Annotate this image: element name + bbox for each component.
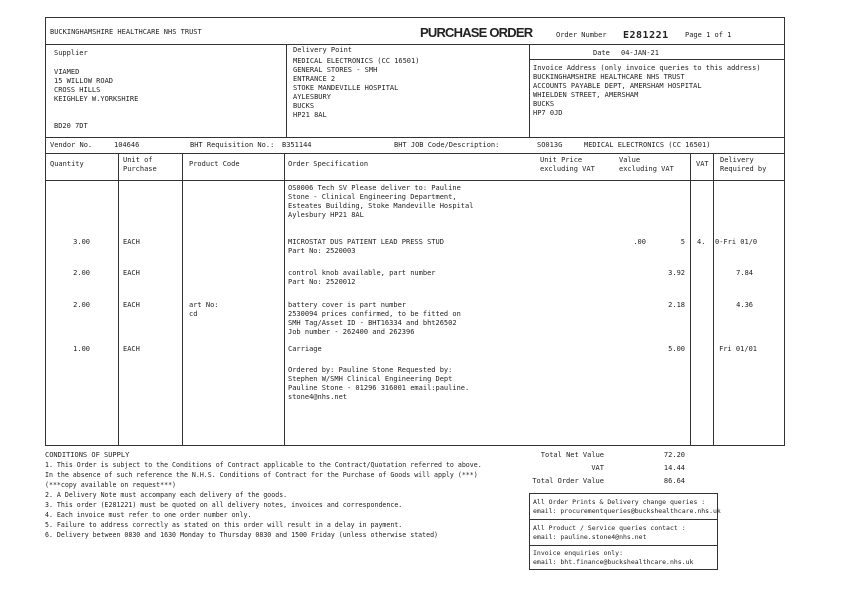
order-queries-contact: All Order Prints & Delivery change queries : email: procurementqueries@buckshealthcare.nhs.uk [533, 498, 721, 515]
delivery-instructions: OS0006 Tech SV Please deliver to: Pauline Stone - Clinical Engineering Department, Esteates Building, Stoke Mandeville Hospital Aylesbury HP21 8AL [288, 184, 474, 219]
total-net-label: Total Net Value [540, 451, 604, 459]
date-rule [529, 59, 785, 60]
invoice-label: Invoice Address (only invoice queries to this address) [533, 64, 761, 72]
vendor-number: 104646 [114, 141, 140, 149]
item-qty: 3.00 [73, 238, 90, 246]
item-unit-price: .00 [633, 238, 646, 246]
job-code-label: BHT JOB Code/Description: [394, 141, 500, 149]
item-value: 5 [680, 238, 685, 246]
item-line-total: 7.84 [736, 269, 753, 277]
column-header-rule [45, 180, 785, 181]
address-bottom-rule [45, 137, 785, 138]
product-queries-contact: All Product / Service queries contact : email: pauline.stone4@nhs.net [533, 524, 686, 541]
supplier-label: Supplier [54, 49, 88, 57]
total-order-value: 86.64 [663, 477, 685, 485]
item-value: 2.18 [668, 301, 685, 309]
invoice-address: BUCKINGHAMSHIRE HEALTHCARE NHS TRUST ACCOUNTS PAYABLE DEPT, AMERSHAM HOSPITAL WHIELDEN STREET, AMERSHAM BUCKS HP7 0JD [533, 73, 702, 117]
org-name: BUCKINGHAMSHIRE HEALTHCARE NHS TRUST [50, 28, 202, 36]
item-value: 5.00 [668, 345, 685, 353]
col-div-2 [182, 153, 183, 446]
col-div-1 [118, 153, 119, 446]
item-qty: 2.00 [73, 301, 90, 309]
delivery-label: Delivery Point [293, 46, 353, 54]
col-quantity: Quantity [50, 160, 84, 168]
item-value: 3.92 [668, 269, 685, 277]
vendor-label: Vendor No. [50, 141, 93, 149]
header-rule [45, 44, 785, 45]
total-vat-label: VAT [591, 464, 604, 472]
item-spec: control knob available, part number Part No: 2520012 [288, 269, 436, 286]
contacts-rule-1 [529, 519, 718, 520]
total-order-label: Total Order Value [532, 477, 604, 485]
item-unit: EACH [123, 269, 140, 277]
item-spec: battery cover is part number 2530094 prices confirmed, to be fitted on SMH Tag/Asset ID - BHT16334 and bht26502 Job number - 262400 and 262396 [288, 301, 461, 336]
supplier-divider [286, 44, 287, 137]
job-code: SO013G [537, 141, 563, 149]
page-title: PURCHASE ORDER [420, 25, 533, 40]
order-number-label: Order Number [556, 31, 607, 39]
col-unit: Unit of Purchase [123, 156, 157, 173]
delivery-address: MEDICAL ELECTRONICS (CC 16501) GENERAL STORES - SMH ENTRANCE 2 STOKE MANDEVILLE HOSPITAL AYLESBURY BUCKS HP21 8AL [293, 57, 420, 119]
item-delivery-date: 0-Fri 01/0 [715, 238, 758, 246]
item-unit: EACH [123, 345, 140, 353]
order-number: E281221 [623, 30, 669, 41]
conditions-title: CONDITIONS OF SUPPLY [45, 451, 130, 459]
col-unit-price: Unit Price excluding VAT [540, 156, 595, 173]
item-unit: EACH [123, 301, 140, 309]
col-div-5 [713, 153, 714, 446]
invoice-queries-contact: Invoice enquiries only: email: bht.finance@buckshealthcare.nhs.uk [533, 549, 694, 566]
date-label: Date [593, 49, 610, 57]
invoice-divider [529, 44, 530, 137]
supplier-address: VIAMED 15 WILLOW ROAD CROSS HILLS KEIGHLEY W.YORKSHIRE BD20 7DT [54, 68, 139, 130]
col-product-code: Product Code [189, 160, 240, 168]
col-specification: Order Specification [288, 160, 369, 168]
requisition-label: BHT Requisition No.: [190, 141, 275, 149]
contacts-rule-2 [529, 545, 718, 546]
item-vat: 4. [697, 238, 706, 246]
job-description: MEDICAL ELECTRONICS (CC 16501) [584, 141, 711, 149]
item-unit: EACH [123, 238, 140, 246]
total-vat-value: 14.44 [663, 464, 685, 472]
item-spec: MICROSTAT DUS PATIENT LEAD PRESS STUD Part No: 2520003 [288, 238, 444, 255]
ordered-by: Ordered by: Pauline Stone Requested by: Stephen W/SMH Clinical Engineering Dept Pauline Stone - 01296 316001 email:pauline. stone4@nhs.net [288, 366, 470, 401]
col-div-4 [690, 153, 691, 446]
item-product-code: art No: cd [189, 301, 219, 318]
item-spec: Carriage [288, 345, 322, 353]
item-line-total: 4.36 [736, 301, 753, 309]
item-delivery-date: Fri 01/01 [719, 345, 757, 353]
info-row-rule [45, 153, 785, 154]
item-qty: 1.00 [73, 345, 90, 353]
col-value: Value excluding VAT [619, 156, 674, 173]
item-qty: 2.00 [73, 269, 90, 277]
col-div-3 [284, 153, 285, 446]
requisition-number: B351144 [282, 141, 312, 149]
total-net-value: 72.20 [663, 451, 685, 459]
col-delivery: Delivery Required by [720, 156, 767, 173]
page-indicator: Page 1 of 1 [685, 31, 732, 39]
order-date: 04-JAN-21 [621, 49, 659, 57]
col-vat: VAT [696, 160, 709, 168]
conditions-list: 1. This Order is subject to the Conditions of Contract applicable to the Contract/Quotation referred to above. In the absence of such reference the N.H.S. Conditions of Contract for the Purchase of Goods will apply (***) (***copy available on request***) 2. A Delivery Note must accompany each delivery of the goods. 3. This order (E281221) must be quoted on all delivery notes, invoices and correspondence. 4. Each invoice must refer to one order number only. 5. Failure to address correctly as stated on this order will result in a delay in payment. 6. Delivery between 0830 and 1630 Monday to Thursday 0830 and 1500 Friday (unless otherwise stated) [45, 461, 482, 539]
